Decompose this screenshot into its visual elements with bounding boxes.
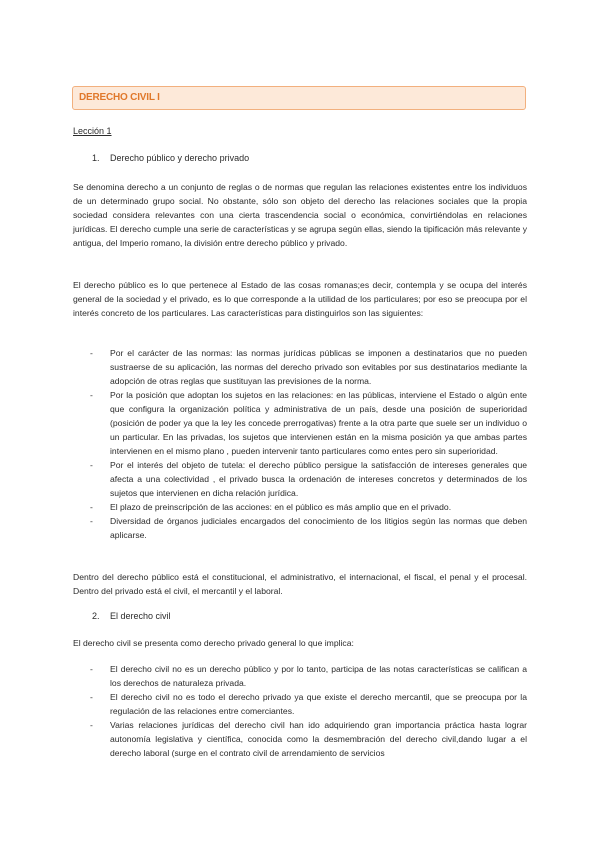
list-item-text: Por el interés del objeto de tutela: el derecho público persigue la satisfacción de intereses generales que afecta a una colectividad , el privado busca la ordenación de intereses concretos y determinados de los sujetos que intervienen en dicha relación jurídica.	[110, 460, 527, 498]
list-item	[90, 346, 527, 388]
dash-bullet: -	[90, 516, 93, 526]
civil-law-list	[90, 662, 527, 760]
section-1-title: Derecho público y derecho privado	[110, 153, 250, 163]
lesson-heading: Lección 1	[73, 126, 112, 136]
dash-bullet: -	[90, 720, 93, 730]
title-banner	[72, 86, 526, 110]
dash-bullet: -	[90, 664, 93, 674]
list-item-text: Por el carácter de las normas: las normas jurídicas públicas se imponen a destinatarios que no pueden sustraerse de su aplicación, las normas del derecho privado son evitables por sus destinatarios mediante la adopción de otras reglas que sustituyan las previsiones de la norma.	[110, 348, 527, 386]
list-item	[90, 662, 527, 690]
list-item	[90, 458, 527, 500]
dash-bullet: -	[90, 502, 93, 512]
section-2-number: 2.	[92, 611, 100, 621]
paragraph-2: El derecho público es lo que pertenece al Estado de las cosas romanas;es decir, contempla y se ocupa del interés general de la sociedad y el privado, es lo que corresponde a la utilidad de los particulares; por eso se preocupa por el interés concreto de los particulares. Las características para distinguirlos son las siguientes:	[73, 280, 527, 318]
dash-bullet: -	[90, 390, 93, 400]
list-item-text: Varias relaciones jurídicas del derecho civil han ido adquiriendo gran importancia práctica hasta lograr autonomía legislativa y científica, conocida como la desmembración del derecho civil,dando lugar a el derecho laboral (surge en el contrato civil de arrendamiento de servicios	[110, 720, 527, 758]
list-item	[90, 500, 527, 514]
section-2-title: El derecho civil	[110, 611, 171, 621]
paragraph-4: El derecho civil se presenta como derecho privado general lo que implica:	[73, 638, 354, 648]
list-item	[90, 690, 527, 718]
list-item	[90, 388, 527, 458]
list-item-text: El derecho civil no es un derecho público y por lo tanto, participa de las notas características se califican a los derechos de naturaleza privada.	[110, 664, 527, 688]
list-item-text: Diversidad de órganos judiciales encargados del conocimiento de los litigios según las normas que deben aplicarse.	[110, 516, 527, 540]
dash-bullet: -	[90, 460, 93, 470]
list-item	[90, 514, 527, 542]
list-item-text: El derecho civil no es todo el derecho privado ya que existe el derecho mercantil, que se preocupa por la regulación de las relaciones entre comerciantes.	[110, 692, 527, 716]
list-item-text: El plazo de preinscripción de las acciones: en el público es más amplio que en el privado.	[110, 502, 452, 512]
list-item	[90, 718, 527, 760]
section-1-heading	[92, 153, 249, 163]
paragraph-3: Dentro del derecho público está el constitucional, el administrativo, el internacional, el fiscal, el penal y el procesal. Dentro del privado está el civil, el mercantil y el laboral.	[73, 572, 527, 596]
dash-bullet: -	[90, 348, 93, 358]
section-1-number: 1.	[92, 153, 100, 163]
document-title: DERECHO CIVIL I	[79, 92, 160, 103]
dash-bullet: -	[90, 692, 93, 702]
paragraph-1: Se denomina derecho a un conjunto de reglas o de normas que regulan las relaciones existentes entre los individuos de un determinado grupo social. No obstante, sólo son objeto del derecho las relaciones sociales que la propia sociedad considera relevantes con una cierta trascendencia social o económica, convirtiéndolas en relaciones jurídicas. El derecho cumple una serie de características y se agrupa según ellas, siendo la tipificación más relevante y antigua, del Imperio romano, la división entre derecho público y privado.	[73, 182, 527, 248]
section-2-heading	[92, 611, 171, 621]
list-item-text: Por la posición que adoptan los sujetos en las relaciones: en las públicas, interviene el Estado o algún ente que configura la organización política y administrativa de un país, desde una posición de superioridad (posición de poder ya que la ley les concede prerrogativas) frente a la otra parte que suele ser un individuo o un particular. En las privadas, los sujetos que intervienen están en la misma posición ya que ambas partes intervienen en el mismo plano , pueden intervenir tanto particulares como entes pero sin superioridad.	[110, 390, 527, 456]
characteristics-list	[90, 346, 527, 542]
